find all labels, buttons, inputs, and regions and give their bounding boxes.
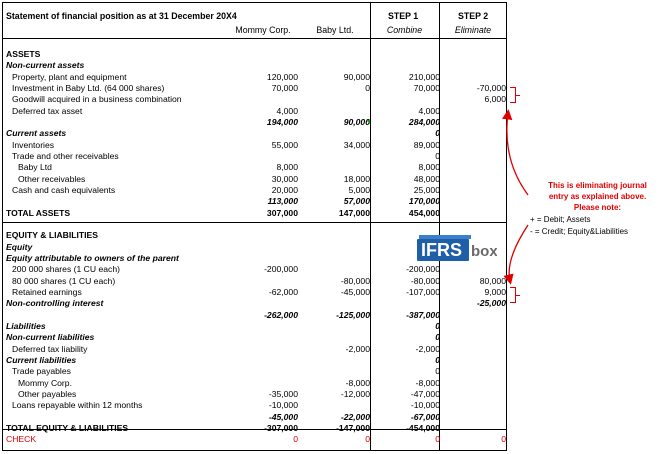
baby-value: -2,000 — [345, 343, 370, 354]
note-credit-line: - = Credit; Equity&Liabilities — [530, 227, 629, 236]
mommy-value: 194,000 — [266, 116, 298, 127]
mommy-value: 55,000 — [271, 139, 298, 150]
mommy-value: -62,000 — [268, 286, 298, 297]
row-label: Property, plant and equipment — [12, 71, 127, 82]
mommy-value: 70,000 — [271, 82, 298, 93]
logo-text-ifrs: IFRS — [421, 240, 463, 260]
combine-value: 89,000 — [413, 139, 440, 150]
mommy-value: -200,000 — [264, 264, 298, 275]
row-label: Non-current assets — [6, 60, 85, 71]
baby-value: -8,000 — [345, 377, 370, 388]
combine-value: 284,000 — [408, 116, 440, 127]
baby-value: -12,000 — [340, 388, 370, 399]
row-label: Goodwill acquired in a business combination — [12, 94, 182, 105]
row-label: Trade and other receivables — [12, 150, 119, 161]
baby-value: 90,000 — [343, 71, 370, 82]
combine-value: -80,000 — [410, 275, 440, 286]
note-title-line: entry as explained above. — [548, 192, 647, 201]
mommy-value: -307,000 — [264, 422, 298, 433]
mommy-value: -35,000 — [268, 388, 298, 399]
row-label: Non-controlling interest — [6, 298, 104, 309]
combine-value: -107,000 — [406, 286, 440, 297]
row-label: CHECK — [6, 434, 37, 445]
col-header-step1: STEP 1 — [388, 11, 419, 21]
row-label: Cash and cash equivalents — [12, 184, 116, 195]
combine-value: -8,000 — [415, 377, 440, 388]
col-header-eliminate: Eliminate — [454, 25, 492, 35]
combine-value: -2,000 — [415, 343, 440, 354]
combine-value: 0 — [435, 128, 440, 139]
baby-value: 147,000 — [338, 207, 370, 218]
combine-value: 0 — [435, 354, 440, 365]
mommy-value: -45,000 — [268, 411, 298, 422]
combine-value: 0 — [435, 434, 440, 445]
row-label: Loans repayable within 12 months — [12, 400, 143, 411]
baby-value: -125,000 — [336, 309, 370, 320]
eliminate-value: -70,000 — [476, 82, 506, 93]
row-label: Deferred tax liability — [12, 343, 88, 354]
row-label: Current assets — [6, 128, 67, 139]
row-label: EQUITY & LIABILITIES — [6, 230, 98, 241]
note-title-line: Please note: — [573, 203, 622, 212]
combine-value: 0 — [435, 366, 440, 377]
baby-value: -45,000 — [340, 286, 370, 297]
sheet-title: Statement of financial position as at 31 December 20X4 — [6, 11, 237, 21]
eliminate-value: 80,000 — [479, 275, 506, 286]
combine-value: -47,000 — [410, 388, 440, 399]
row-label: 200 000 shares (1 CU each) — [12, 264, 120, 275]
arrow-to-assets — [507, 113, 528, 195]
baby-value: -80,000 — [340, 275, 370, 286]
mommy-value: -10,000 — [268, 400, 298, 411]
combine-value: 48,000 — [413, 173, 440, 184]
eliminate-value: 6,000 — [484, 94, 506, 105]
row-label: Inventories — [12, 139, 55, 150]
row-label: Deferred tax asset — [12, 105, 83, 116]
mommy-value: 4,000 — [276, 105, 298, 116]
ifrsbox-logo — [417, 233, 497, 263]
baby-value: -147,000 — [336, 422, 370, 433]
eliminate-value: -25,000 — [476, 298, 506, 309]
combine-value: -200,000 — [406, 264, 440, 275]
combine-value: -387,000 — [406, 309, 440, 320]
combine-value: 4,000 — [418, 105, 440, 116]
row-label: Investment in Baby Ltd. (64 000 shares) — [12, 82, 165, 93]
baby-value: 0 — [365, 434, 370, 445]
col-header-combine: Combine — [386, 25, 423, 35]
note-title-line: This is eliminating journal — [548, 181, 647, 190]
eliminate-value: 0 — [501, 434, 506, 445]
mommy-value: 120,000 — [266, 71, 298, 82]
baby-value: 34,000 — [343, 139, 370, 150]
combine-value: -454,000 — [406, 422, 440, 433]
elimination-note — [530, 180, 665, 237]
combine-value: -67,000 — [410, 411, 440, 422]
col-header-baby: Baby Ltd. — [316, 25, 354, 35]
combine-value: 0 — [435, 320, 440, 331]
note-debit-line: + = Debit; Assets — [530, 215, 591, 224]
row-label: TOTAL ASSETS — [6, 207, 71, 218]
mommy-value: -262,000 — [264, 309, 298, 320]
row-label: Mommy Corp. — [18, 377, 72, 388]
combine-value: 25,000 — [413, 184, 440, 195]
mommy-value: 0 — [293, 434, 298, 445]
combine-value: 170,000 — [408, 196, 440, 207]
mommy-value: 113,000 — [267, 196, 298, 207]
row-label: Equity — [6, 241, 33, 252]
row-label: Current liabilities — [6, 354, 77, 365]
baby-value: 57,000 — [343, 196, 370, 207]
row-label: 80 000 shares (1 CU each) — [12, 275, 116, 286]
mommy-value: 307,000 — [266, 207, 298, 218]
baby-value: 0 — [365, 82, 370, 93]
combine-value: 8,000 — [418, 162, 440, 173]
baby-value: 90,000 — [343, 116, 370, 127]
mommy-value: 30,000 — [271, 173, 298, 184]
row-label: Other payables — [18, 388, 77, 399]
combine-value: 0 — [435, 332, 440, 343]
logo-text-box: box — [471, 243, 497, 260]
row-label: Trade payables — [12, 366, 71, 377]
col-header-step2: STEP 2 — [458, 11, 489, 21]
eliminate-value: 9,000 — [484, 286, 506, 297]
col-header-mommy: Mommy Corp. — [235, 25, 291, 35]
arrow-to-equity — [509, 225, 528, 281]
combine-value: 454,000 — [408, 207, 440, 218]
row-label: Non-current liabilities — [6, 332, 95, 343]
baby-value: 5,000 — [348, 184, 370, 195]
row-label: TOTAL EQUITY & LIABILITIES — [6, 422, 129, 433]
baby-value: 18,000 — [343, 173, 370, 184]
mommy-value: 8,000 — [276, 162, 298, 173]
row-label: Equity attributable to owners of the parent — [6, 252, 179, 263]
combine-value: 210,000 — [408, 71, 440, 82]
row-label: Other receivables — [18, 173, 86, 184]
row-label: Retained earnings — [12, 286, 82, 297]
mommy-value: 20,000 — [271, 184, 298, 195]
row-label: Liabilities — [6, 320, 46, 331]
row-label: Baby Ltd — [18, 162, 52, 173]
baby-value: -22,000 — [340, 411, 370, 422]
combine-value: 0 — [435, 150, 440, 161]
combine-value: -10,000 — [410, 400, 440, 411]
combine-value: 70,000 — [413, 82, 440, 93]
row-label: ASSETS — [6, 49, 41, 59]
